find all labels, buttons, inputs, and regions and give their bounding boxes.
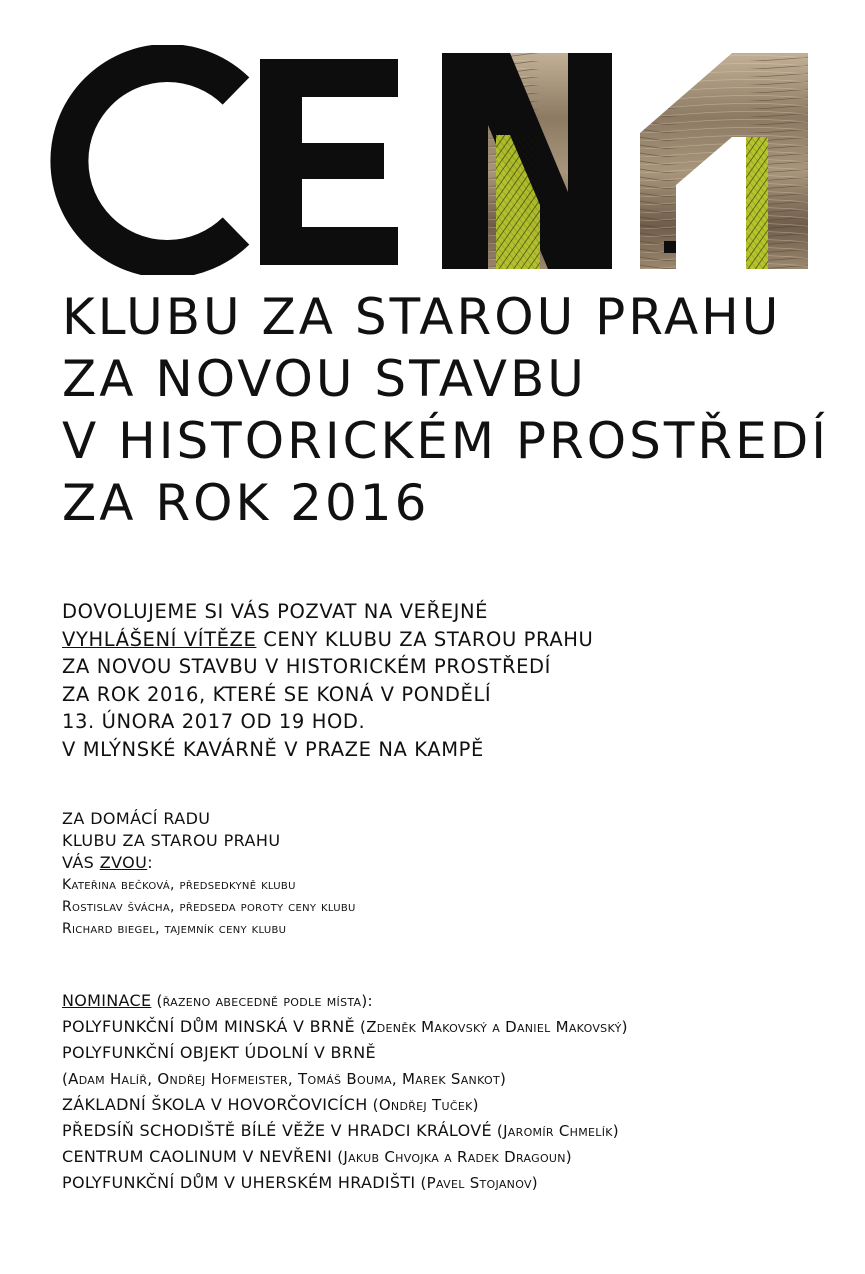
- invite-suffix: :: [147, 853, 154, 872]
- logo-letter-e: [260, 59, 398, 265]
- nomination-name: POLYFUNKČNÍ OBJEKT ÚDOLNÍ V BRNĚ: [62, 1043, 376, 1062]
- organizer-person: Kateřina bečková, předsedkyně klubu: [62, 877, 296, 893]
- nominations-heading: [62, 988, 628, 1014]
- invitation-line: DOVOLUJEME SI VÁS POZVAT NA VEŘEJNÉ: [62, 600, 489, 623]
- organizer-person: Rostislav švácha, předseda poroty ceny klubu: [62, 899, 356, 915]
- nomination-item: [62, 1118, 628, 1144]
- nomination-item: [62, 1014, 628, 1040]
- title-line: V HISTORICKÉM PROSTŘEDÍ: [62, 412, 829, 470]
- invitation-line: ZA ROK 2016, KTERÉ SE KONÁ V PONDĚLÍ: [62, 682, 492, 706]
- nominations-subtitle: (řazeno abecedně podle místa):: [151, 992, 373, 1010]
- title-line: KLUBU ZA STAROU PRAHU: [62, 288, 782, 346]
- nomination-name: ZÁKLADNÍ ŠKOLA V HOVORČOVICÍCH: [62, 1095, 368, 1114]
- nomination-name: CENTRUM CAOLINUM V NEVŘENI: [62, 1147, 333, 1166]
- invitation-text: [62, 598, 593, 763]
- event-venue: V MLÝNSKÉ KAVÁRNĚ V PRAZE NA KAMPĚ: [62, 737, 484, 761]
- organizers-block: [62, 808, 356, 940]
- invitation-line: [62, 626, 593, 654]
- nomination-name: POLYFUNKČNÍ DŮM MINSKÁ V BRNĚ: [62, 1017, 355, 1036]
- nomination-authors: (Jaromír Chmelík): [491, 1122, 619, 1140]
- announcement-link: VYHLÁŠENÍ VÍTĚZE: [62, 627, 257, 651]
- organizer-person: Richard biegel, tajemník ceny klubu: [62, 921, 287, 937]
- invite-underlined: ZVOU: [99, 853, 148, 872]
- nomination-name: PŘEDSÍŇ SCHODIŠTĚ BÍLÉ VĚŽE V HRADCI KRÁLOVÉ: [62, 1121, 492, 1140]
- organizers-line: [62, 852, 356, 874]
- nomination-item: [62, 1092, 628, 1118]
- logo-letter-n: [442, 53, 612, 269]
- nominations-block: [62, 988, 628, 1196]
- nomination-authors: (Zdeněk Makovský a Daniel Makovský): [354, 1018, 628, 1036]
- cena-logo: [40, 45, 820, 275]
- title-line: ZA ROK 2016: [62, 474, 430, 532]
- nomination-authors: (Jakub Chvojka a Radek Dragoun): [332, 1148, 572, 1166]
- title-line: ZA NOVOU STAVBU: [62, 350, 587, 408]
- nomination-authors: (Pavel Stojanov): [415, 1174, 538, 1192]
- event-date: 13. ÚNORA 2017 OD 19 HOD.: [62, 710, 366, 733]
- nomination-item: [62, 1170, 628, 1196]
- nomination-item: [62, 1144, 628, 1170]
- nomination-name: POLYFUNKČNÍ DŮM V UHERSKÉM HRADIŠTI: [62, 1173, 416, 1192]
- nomination-authors: (Ondřej Tuček): [367, 1096, 479, 1114]
- invitation-line: ZA NOVOU STAVBU V HISTORICKÉM PROSTŘEDÍ: [62, 655, 551, 678]
- logo-letter-c: [69, 63, 236, 259]
- invite-prefix: VÁS: [62, 853, 100, 872]
- nomination-item: [62, 1066, 628, 1092]
- nominations-title: NOMINACE: [62, 991, 152, 1010]
- invitation-line-rest: CENY KLUBU ZA STAROU PRAHU: [256, 627, 594, 651]
- title-block: [62, 286, 829, 534]
- logo-letter-a: [640, 53, 808, 269]
- organizers-line: KLUBU ZA STAROU PRAHU: [62, 831, 281, 850]
- nomination-item: [62, 1040, 628, 1066]
- nomination-authors: (Adam Halíř, Ondřej Hofmeister, Tomáš Bouma, Marek Sankot): [62, 1070, 507, 1088]
- organizers-line: ZA DOMÁCÍ RADU: [62, 809, 211, 828]
